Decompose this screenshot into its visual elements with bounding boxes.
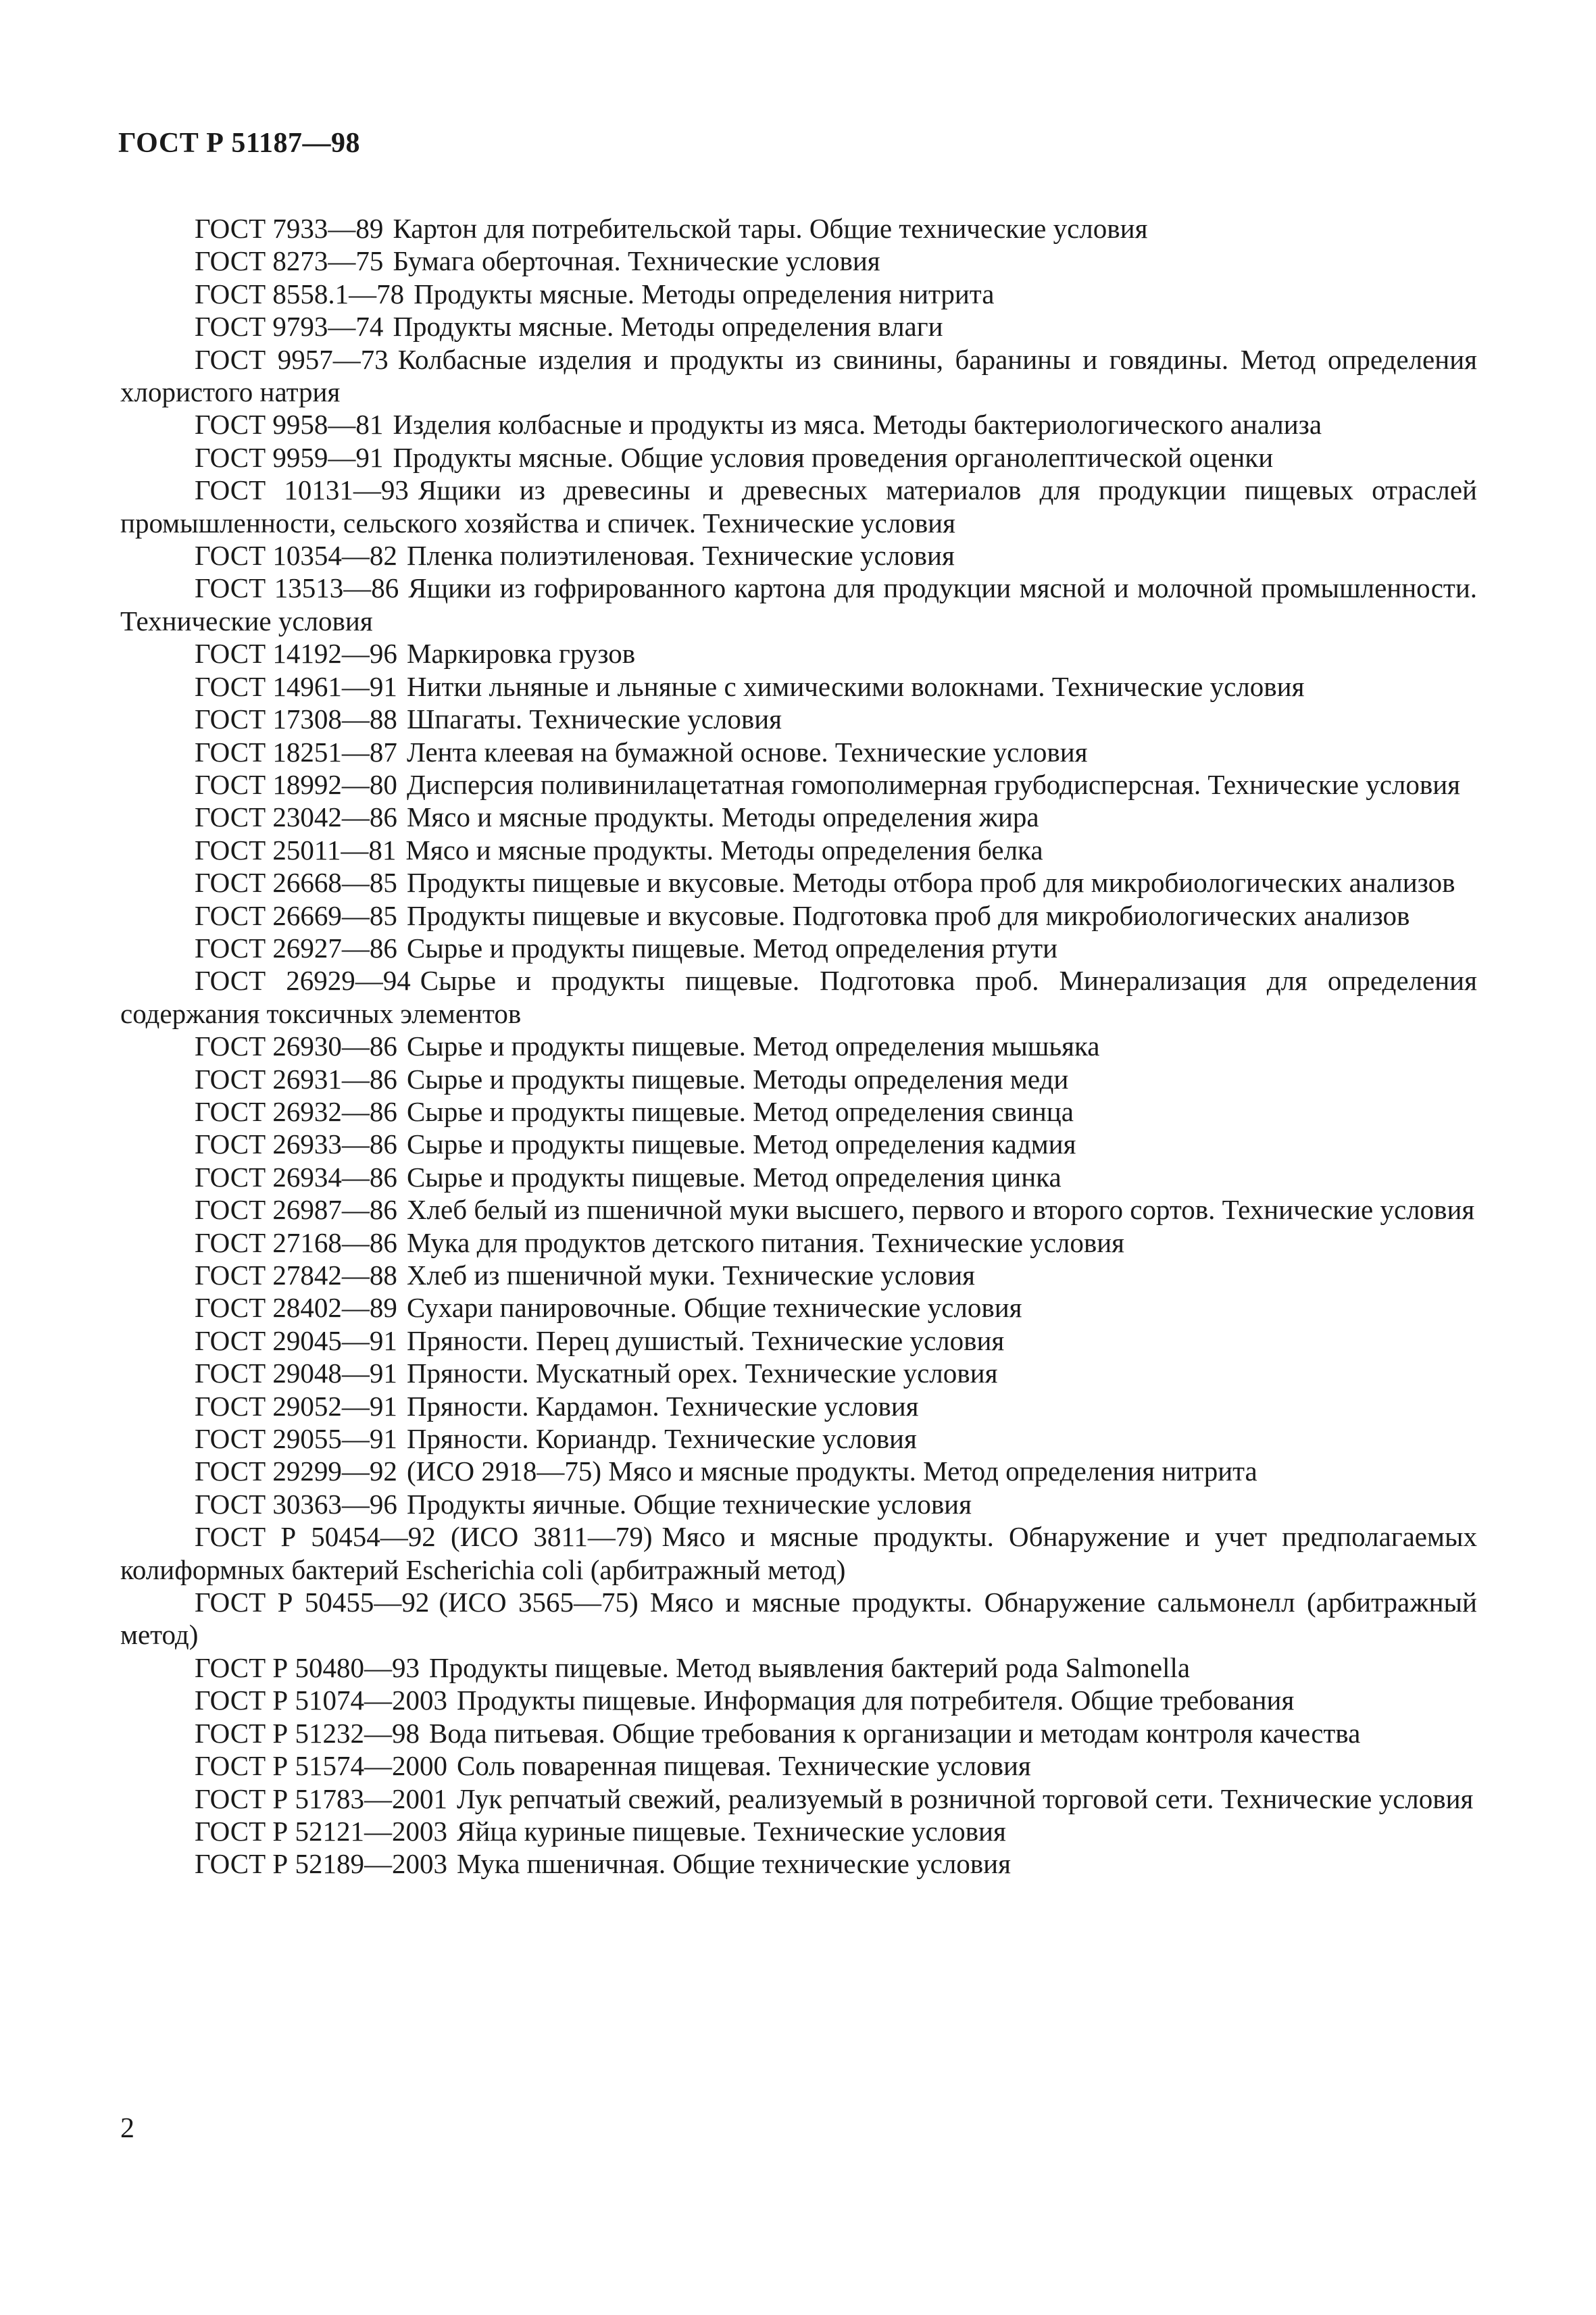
reference-code: ГОСТ 26934—86 xyxy=(195,1161,397,1193)
reference-code: ГОСТ 26669—85 xyxy=(195,899,397,931)
reference-title: Мука для продуктов детского питания. Технические условия xyxy=(406,1226,1125,1258)
reference-item xyxy=(120,310,1477,343)
reference-title: Сырье и продукты пищевые. Метод определения цинка xyxy=(406,1161,1062,1193)
reference-code: ГОСТ 14961—91 xyxy=(195,670,397,702)
reference-code: ГОСТ 10131—93 xyxy=(195,474,409,506)
reference-title: Продукты пищевые и вкусовые. Методы отбора проб для микробиологических анализов xyxy=(406,867,1455,899)
reference-title: Яйца куриные пищевые. Технические условия xyxy=(457,1815,1006,1847)
reference-title: Сырье и продукты пищевые. Метод определения свинца xyxy=(406,1095,1074,1127)
reference-code: ГОСТ 28402—89 xyxy=(195,1292,397,1324)
reference-title: Мясо и мясные продукты. Методы определения белка xyxy=(405,834,1043,866)
reference-code: ГОСТ 18992—80 xyxy=(195,768,397,800)
reference-code: ГОСТ 26987—86 xyxy=(195,1194,397,1226)
reference-code: ГОСТ Р 51074—2003 xyxy=(195,1685,447,1716)
reference-item xyxy=(120,1390,1477,1422)
reference-title: Мука пшеничная. Общие технические условия xyxy=(457,1848,1011,1880)
reference-title: Пряности. Мускатный орех. Технические условия xyxy=(406,1358,998,1389)
reference-item xyxy=(120,1193,1477,1226)
reference-item xyxy=(120,278,1477,310)
reference-item xyxy=(120,474,1477,539)
reference-code: ГОСТ 26929—94 xyxy=(195,965,411,997)
reference-title: Вода питьевая. Общие требования к организации и методам контроля качества xyxy=(429,1717,1361,1749)
page-header-title: ГОСТ Р 51187—98 xyxy=(118,128,361,159)
reference-item xyxy=(120,1128,1477,1160)
reference-title: Маркировка грузов xyxy=(406,638,636,670)
reference-title: Сырье и продукты пищевые. Методы определения меди xyxy=(406,1063,1069,1095)
reference-item xyxy=(120,1063,1477,1095)
reference-item xyxy=(120,736,1477,768)
reference-item xyxy=(120,1161,1477,1193)
reference-title: Сухари панировочные. Общие технические условия xyxy=(406,1292,1022,1324)
reference-title: Продукты мясные. Методы определения нитрита xyxy=(414,278,995,309)
reference-item xyxy=(120,899,1477,932)
reference-code: ГОСТ 27842—88 xyxy=(195,1260,397,1291)
reference-code: ГОСТ Р 52121—2003 xyxy=(195,1815,447,1847)
reference-code: ГОСТ 8273—75 xyxy=(195,245,384,277)
reference-code: ГОСТ 23042—86 xyxy=(195,801,397,833)
reference-code: ГОСТ 9958—81 xyxy=(195,409,384,441)
reference-title: Мясо и мясные продукты. Обнаружение и учет предполагаемых колиформных бактерий Escherichia coli (арбитражный метод) xyxy=(120,1521,1477,1585)
reference-code: ГОСТ Р 50480—93 xyxy=(195,1651,420,1683)
reference-title: Пряности. Перец душистый. Технические условия xyxy=(406,1324,1005,1356)
reference-item xyxy=(120,703,1477,735)
reference-item xyxy=(120,1815,1477,1847)
reference-title: (ИСО 2918—75) Мясо и мясные продукты. Метод определения нитрита xyxy=(406,1455,1257,1487)
reference-item xyxy=(120,1749,1477,1782)
reference-code: ГОСТ Р 52189—2003 xyxy=(195,1848,447,1880)
reference-title: Мясо и мясные продукты. Методы определения жира xyxy=(406,801,1039,833)
reference-item xyxy=(120,1684,1477,1716)
reference-item xyxy=(120,1586,1477,1651)
reference-item xyxy=(120,932,1477,964)
reference-item xyxy=(120,768,1477,801)
reference-item xyxy=(120,637,1477,670)
reference-title: Продукты пищевые и вкусовые. Подготовка проб для микробиологических анализов xyxy=(406,899,1410,931)
reference-item xyxy=(120,801,1477,833)
reference-item xyxy=(120,1422,1477,1455)
reference-title: Нитки льняные и льняные с химическими волокнами. Технические условия xyxy=(406,670,1305,702)
reference-title: Хлеб из пшеничной муки. Технические условия xyxy=(406,1260,976,1291)
reference-title: Пряности. Кардамон. Технические условия xyxy=(406,1390,919,1422)
reference-code: ГОСТ 29045—91 xyxy=(195,1324,397,1356)
reference-title: Дисперсия поливинилацетатная гомополимерная грубодисперсная. Технические условия xyxy=(406,768,1461,800)
reference-code: ГОСТ 29055—91 xyxy=(195,1423,397,1455)
reference-item xyxy=(120,1357,1477,1389)
reference-code: ГОСТ 13513—86 xyxy=(195,572,399,604)
reference-title: Колбасные изделия и продукты из свинины, баранины и говядины. Метод определения хлористого натрия xyxy=(120,343,1477,408)
reference-title: Продукты мясные. Общие условия проведения органолептической оценки xyxy=(393,441,1274,473)
reference-title: Продукты мясные. Методы определения влаги xyxy=(393,311,943,343)
reference-title: Сырье и продукты пищевые. Метод определения мышьяка xyxy=(406,1030,1100,1062)
reference-code: ГОСТ Р 50455—92 xyxy=(195,1587,430,1618)
reference-title: (ИСО 3565—75) Мясо и мясные продукты. Обнаружение сальмонелл (арбитражный метод) xyxy=(120,1587,1477,1651)
reference-item xyxy=(120,964,1477,1030)
reference-title: Лук репчатый свежий, реализуемый в розничной торговой сети. Технические условия xyxy=(457,1783,1474,1814)
reference-item xyxy=(120,1847,1477,1880)
reference-code: ГОСТ 14192—96 xyxy=(195,638,397,670)
reference-item xyxy=(120,1324,1477,1357)
reference-title: Соль поваренная пищевая. Технические условия xyxy=(457,1750,1031,1782)
reference-code: ГОСТ 26933—86 xyxy=(195,1128,397,1160)
reference-code: ГОСТ 17308—88 xyxy=(195,703,397,735)
reference-code: ГОСТ 29052—91 xyxy=(195,1390,397,1422)
reference-code: ГОСТ Р 50454—92 (ИСО 3811—79) xyxy=(195,1521,653,1553)
reference-code: ГОСТ 26668—85 xyxy=(195,867,397,899)
reference-item xyxy=(120,408,1477,441)
reference-title: Ящики из гофрированного картона для продукции мясной и молочной промышленности. Технические условия xyxy=(120,572,1478,637)
reference-item xyxy=(120,441,1477,474)
reference-code: ГОСТ 9793—74 xyxy=(195,311,384,343)
reference-item xyxy=(120,539,1477,572)
reference-title: Лента клеевая на бумажной основе. Технические условия xyxy=(406,736,1088,768)
reference-item xyxy=(120,1455,1477,1487)
reference-item xyxy=(120,572,1477,637)
reference-code: ГОСТ 29299—92 xyxy=(195,1455,397,1487)
reference-code: ГОСТ 8558.1—78 xyxy=(195,278,405,309)
reference-code: ГОСТ 26927—86 xyxy=(195,932,397,964)
reference-title: Хлеб белый из пшеничной муки высшего, первого и второго сортов. Технические условия xyxy=(406,1194,1475,1226)
reference-code: ГОСТ 9959—91 xyxy=(195,441,384,473)
reference-code: ГОСТ 29048—91 xyxy=(195,1358,397,1389)
page-number: 2 xyxy=(120,2113,134,2144)
reference-code: ГОСТ 26931—86 xyxy=(195,1063,397,1095)
reference-item xyxy=(120,1651,1477,1684)
reference-title: Пленка полиэтиленовая. Технические условия xyxy=(406,540,955,572)
reference-code: ГОСТ 18251—87 xyxy=(195,736,397,768)
reference-code: ГОСТ Р 51232—98 xyxy=(195,1717,420,1749)
reference-title: Бумага оберточная. Технические условия xyxy=(393,245,880,277)
reference-item xyxy=(120,1291,1477,1324)
reference-title: Ящики из древесины и древесных материалов для продукции пищевых отраслей промышленности, сельского хозяйства и спичек. Технические условия xyxy=(120,474,1477,539)
reference-code: ГОСТ Р 51783—2001 xyxy=(195,1783,447,1814)
reference-title: Картон для потребительской тары. Общие технические условия xyxy=(393,213,1148,244)
reference-item xyxy=(120,1520,1477,1586)
reference-code: ГОСТ 27168—86 xyxy=(195,1226,397,1258)
reference-item xyxy=(120,866,1477,899)
reference-title: Продукты яичные. Общие технические условия xyxy=(406,1488,972,1520)
reference-code: ГОСТ 26932—86 xyxy=(195,1095,397,1127)
reference-code: ГОСТ 26930—86 xyxy=(195,1030,397,1062)
reference-code: ГОСТ 9957—73 xyxy=(195,343,389,375)
reference-item xyxy=(120,1783,1477,1815)
reference-code: ГОСТ 25011—81 xyxy=(195,834,397,866)
reference-title: Шпагаты. Технические условия xyxy=(406,703,782,735)
reference-item xyxy=(120,245,1477,277)
reference-item xyxy=(120,212,1477,245)
reference-title: Пряности. Кориандр. Технические условия xyxy=(406,1423,917,1455)
reference-item xyxy=(120,1030,1477,1062)
reference-code: ГОСТ 30363—96 xyxy=(195,1488,397,1520)
reference-item xyxy=(120,1488,1477,1520)
reference-item xyxy=(120,670,1477,703)
reference-code: ГОСТ 10354—82 xyxy=(195,540,397,572)
reference-code: ГОСТ Р 51574—2000 xyxy=(195,1750,447,1782)
reference-title: Изделия колбасные и продукты из мяса. Методы бактериологического анализа xyxy=(393,409,1322,441)
reference-title: Продукты пищевые. Информация для потребителя. Общие требования xyxy=(457,1685,1295,1716)
reference-item xyxy=(120,1717,1477,1749)
normative-references-list xyxy=(120,212,1477,1881)
reference-item xyxy=(120,834,1477,866)
reference-item xyxy=(120,343,1477,409)
reference-title: Продукты пищевые. Метод выявления бактерий рода Salmonella xyxy=(429,1651,1191,1683)
reference-title: Сырье и продукты пищевые. Метод определения ртути xyxy=(406,932,1058,964)
reference-item xyxy=(120,1095,1477,1128)
reference-code: ГОСТ 7933—89 xyxy=(195,213,384,244)
reference-item xyxy=(120,1259,1477,1291)
reference-title: Сырье и продукты пищевые. Метод определения кадмия xyxy=(406,1128,1076,1160)
reference-title: Сырье и продукты пищевые. Подготовка проб. Минерализация для определения содержания токсичных элементов xyxy=(120,965,1477,1029)
reference-item xyxy=(120,1226,1477,1259)
